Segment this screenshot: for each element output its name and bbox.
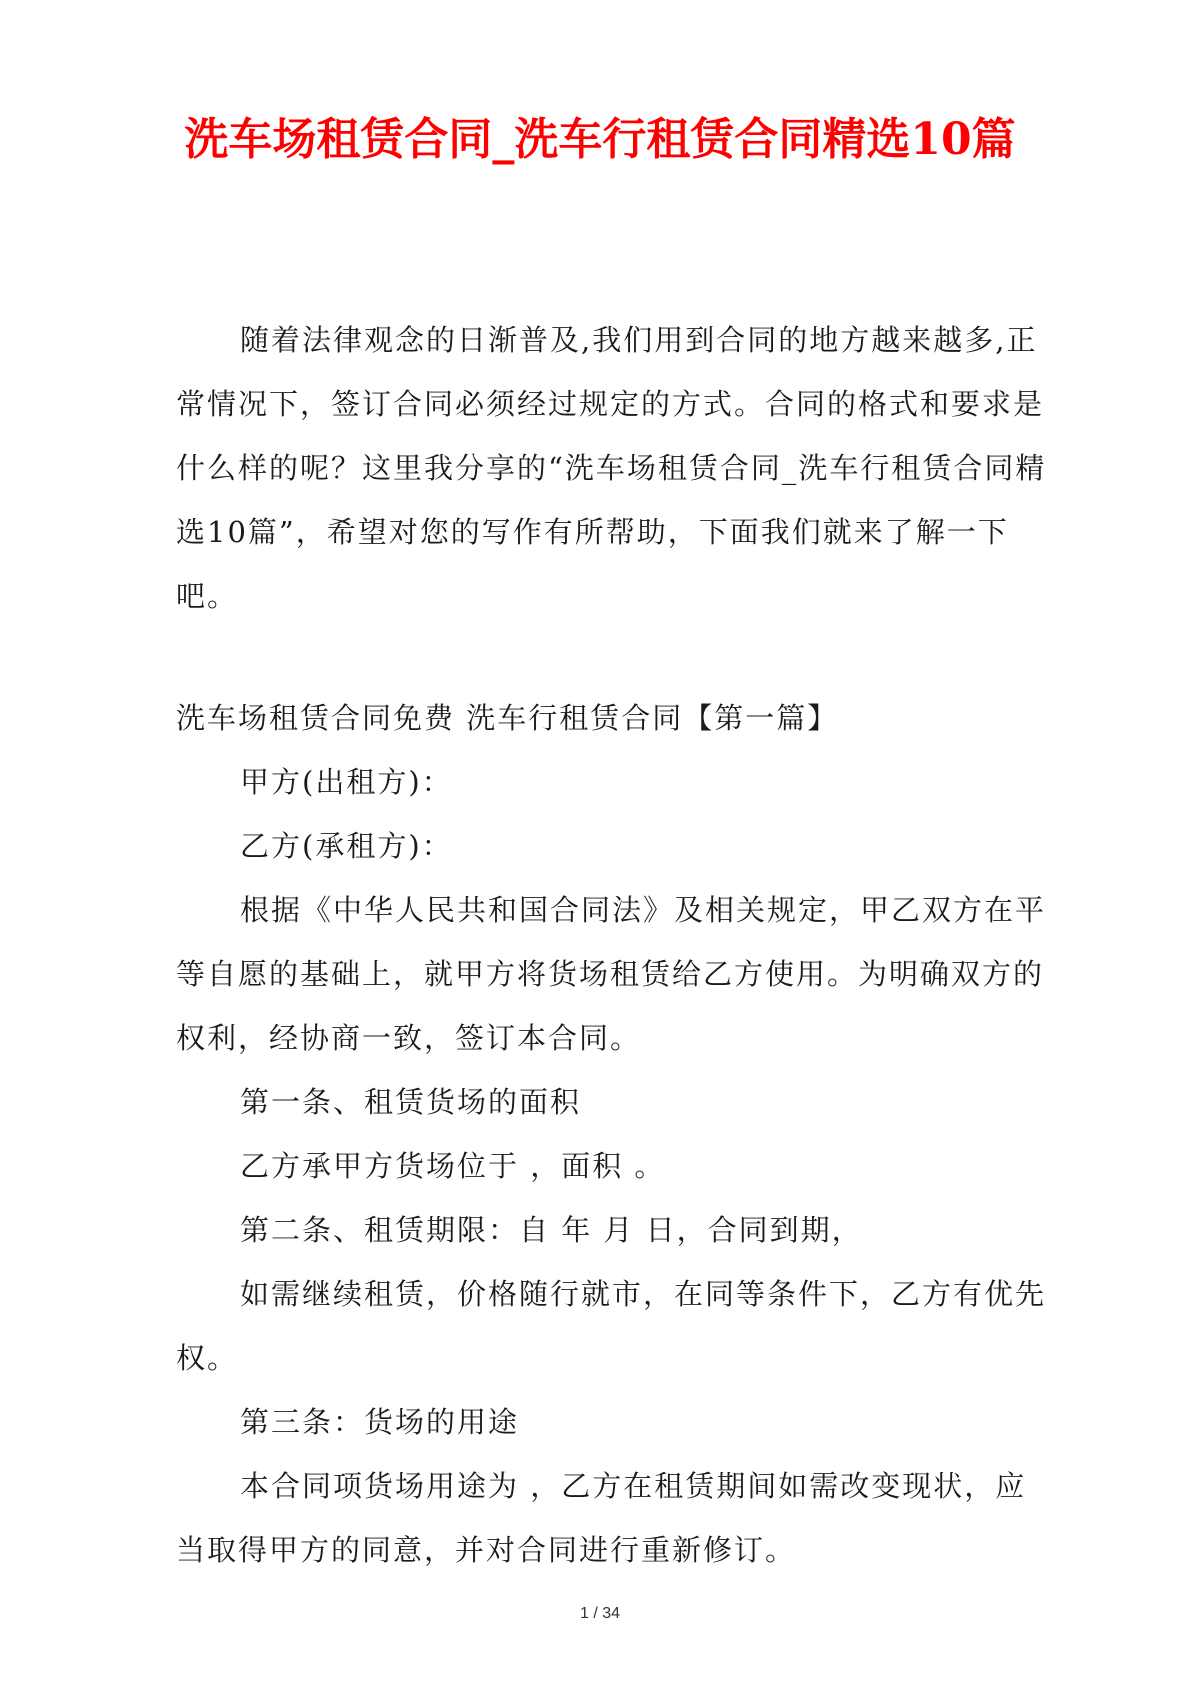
paragraph-article-1: 第一条、租赁货场的面积 bbox=[240, 1085, 582, 1119]
document-body bbox=[176, 308, 1056, 1582]
page-number: 1 / 34 bbox=[579, 1605, 621, 1622]
paragraph-usage: 本合同项货场用途为 ，乙方在租赁期间如需改变现状，应当取得甲方的同意，并对合同进行重新修订。 bbox=[176, 1469, 1027, 1567]
paragraph-article-2: 第二条、租赁期限：自 年 月 日，合同到期， bbox=[240, 1213, 863, 1247]
paragraph-renewal: 如需继续租赁，价格随行就市，在同等条件下，乙方有优先权。 bbox=[176, 1277, 1047, 1375]
section-heading: 洗车场租赁合同免费 洗车行租赁合同【第一篇】 bbox=[176, 701, 839, 735]
intro-paragraph: 随着法律观念的日渐普及,我们用到合同的地方越来越多,正常情况下，签订合同必须经过规定的方式。合同的格式和要求是什么样的呢？这里我分享的“洗车场租赁合同_洗车行租赁合同精选10篇”，希望对您的写作有所帮助，下面我们就来了解一下吧。 bbox=[176, 323, 1047, 613]
paragraph-article-3: 第三条：货场的用途 bbox=[240, 1405, 520, 1439]
document-title: 洗车场租赁合同_洗车行租赁合同精选10篇 bbox=[184, 114, 1016, 165]
paragraph-location-area: 乙方承甲方货场位于 ，面积 。 bbox=[240, 1149, 666, 1183]
paragraph-party-b: 乙方(承租方)： bbox=[240, 829, 453, 863]
paragraph-basis: 根据《中华人民共和国合同法》及相关规定，甲乙双方在平等自愿的基础上，就甲方将货场租赁给乙方使用。为明确双方的权利，经协商一致，签订本合同。 bbox=[176, 893, 1047, 1055]
paragraph-party-a: 甲方(出租方)： bbox=[240, 765, 453, 799]
